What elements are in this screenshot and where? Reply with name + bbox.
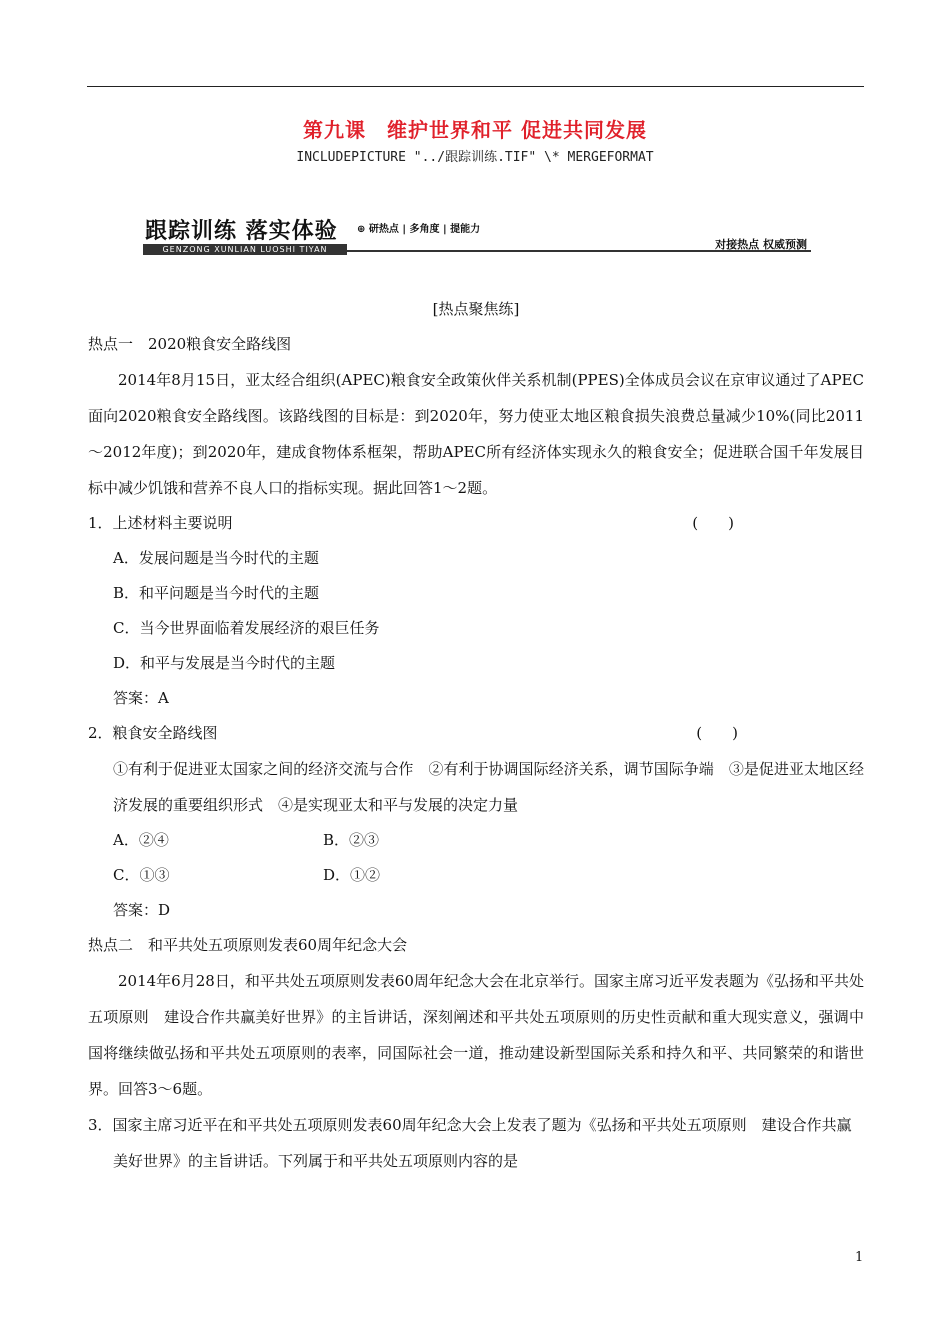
options-row-2 [88,858,864,893]
answer-blank: ( ) [696,724,738,742]
question-2 [88,716,864,751]
answer-blank: ( ) [692,514,734,532]
option-d: D．①② [323,866,381,884]
question-3-stem: 3．国家主席习近平在和平共处五项原则发表60周年纪念大会上发表了题为《弘扬和平共处五项原则 建设合作共赢美好世界》的主旨讲话。下列属于和平共处五项原则内容的是 [88,1116,852,1170]
option-c: C．当今世界面临着发展经济的艰巨任务 [113,619,380,637]
page-title: 第九课 维护世界和平 促进共同发展 [303,118,647,142]
question-1-stem: 1．上述材料主要说明 [88,514,233,532]
field-code-text: INCLUDEPICTURE "../跟踪训练.TIF" \* MERGEFORMAT [296,150,654,165]
section-heading: [热点聚焦练] [432,300,520,318]
document-body [88,292,864,1179]
target-icon: ⊕ [357,224,369,235]
option-a: A．发展问题是当今时代的主题 [113,549,319,567]
hotspot-1-title: 热点一 2020粮食安全路线图 [88,335,292,353]
header-rule [87,86,864,87]
banner-subtitle: GENZONG XUNLIAN LUOSHI TIYAN [143,244,347,255]
hotspot-2-title: 热点二 和平共处五项原则发表60周年纪念大会 [88,936,408,954]
option-a: A．②④ [113,831,169,849]
section-banner [143,210,811,260]
question-1 [88,506,864,541]
option-d: D．和平与发展是当今时代的主题 [113,654,336,672]
banner-title: 跟踪训练 落实体验 [145,219,338,244]
question-2-stem: 2．粮食安全路线图 [88,724,218,742]
answer-2: 答案：D [113,901,171,919]
page-number: 1 [855,1250,864,1265]
option-b: B．②③ [323,831,380,849]
question-2-statements: ①有利于促进亚太国家之间的经济交流与合作 ②有利于协调国际经济关系，调节国际争端 ③是促进亚太地区经济发展的重要组织形式 ④是实现亚太和平与发展的决定力量 [113,760,864,814]
hotspot-2-material: 2014年6月28日，和平共处五项原则发表60周年纪念大会在北京举行。国家主席习近平发表题为《弘扬和平共处五项原则 建设合作共赢美好世界》的主旨讲话，深刻阐述和平共处五项原则的历史性贡献和重大现实意义，强调中国将继续做弘扬和平共处五项原则的表率，同国际社会一道，推动建设新型国际关系和持久和平、共同繁荣的和谐世界。回答3～6题。 [88,972,864,1098]
answer-1: 答案：A [113,689,169,707]
banner-tags [357,220,480,235]
banner-tags-text: 研热点 | 多角度 | 提能力 [368,224,481,235]
options-row-1 [88,823,864,858]
banner-right-text: 对接热点 权威预测 [715,238,807,251]
option-b: B．和平问题是当今时代的主题 [113,584,320,602]
option-c: C．①③ [113,866,170,884]
hotspot-1-material: 2014年8月15日，亚太经合组织(APEC)粮食安全政策伙伴关系机制(PPES)全体成员会议在京审议通过了APEC面向2020粮食安全路线图。该路线图的目标是：到2020年，努力使亚太地区粮食损失浪费总量减少10%(同比2011～2012年度)；到2020年，建成食物体系框架，帮助APEC所有经济体实现永久的粮食安全；促进联合国千年发展目标中减少饥饿和营养不良人口的指标实现。据此回答1～2题。 [88,371,864,497]
